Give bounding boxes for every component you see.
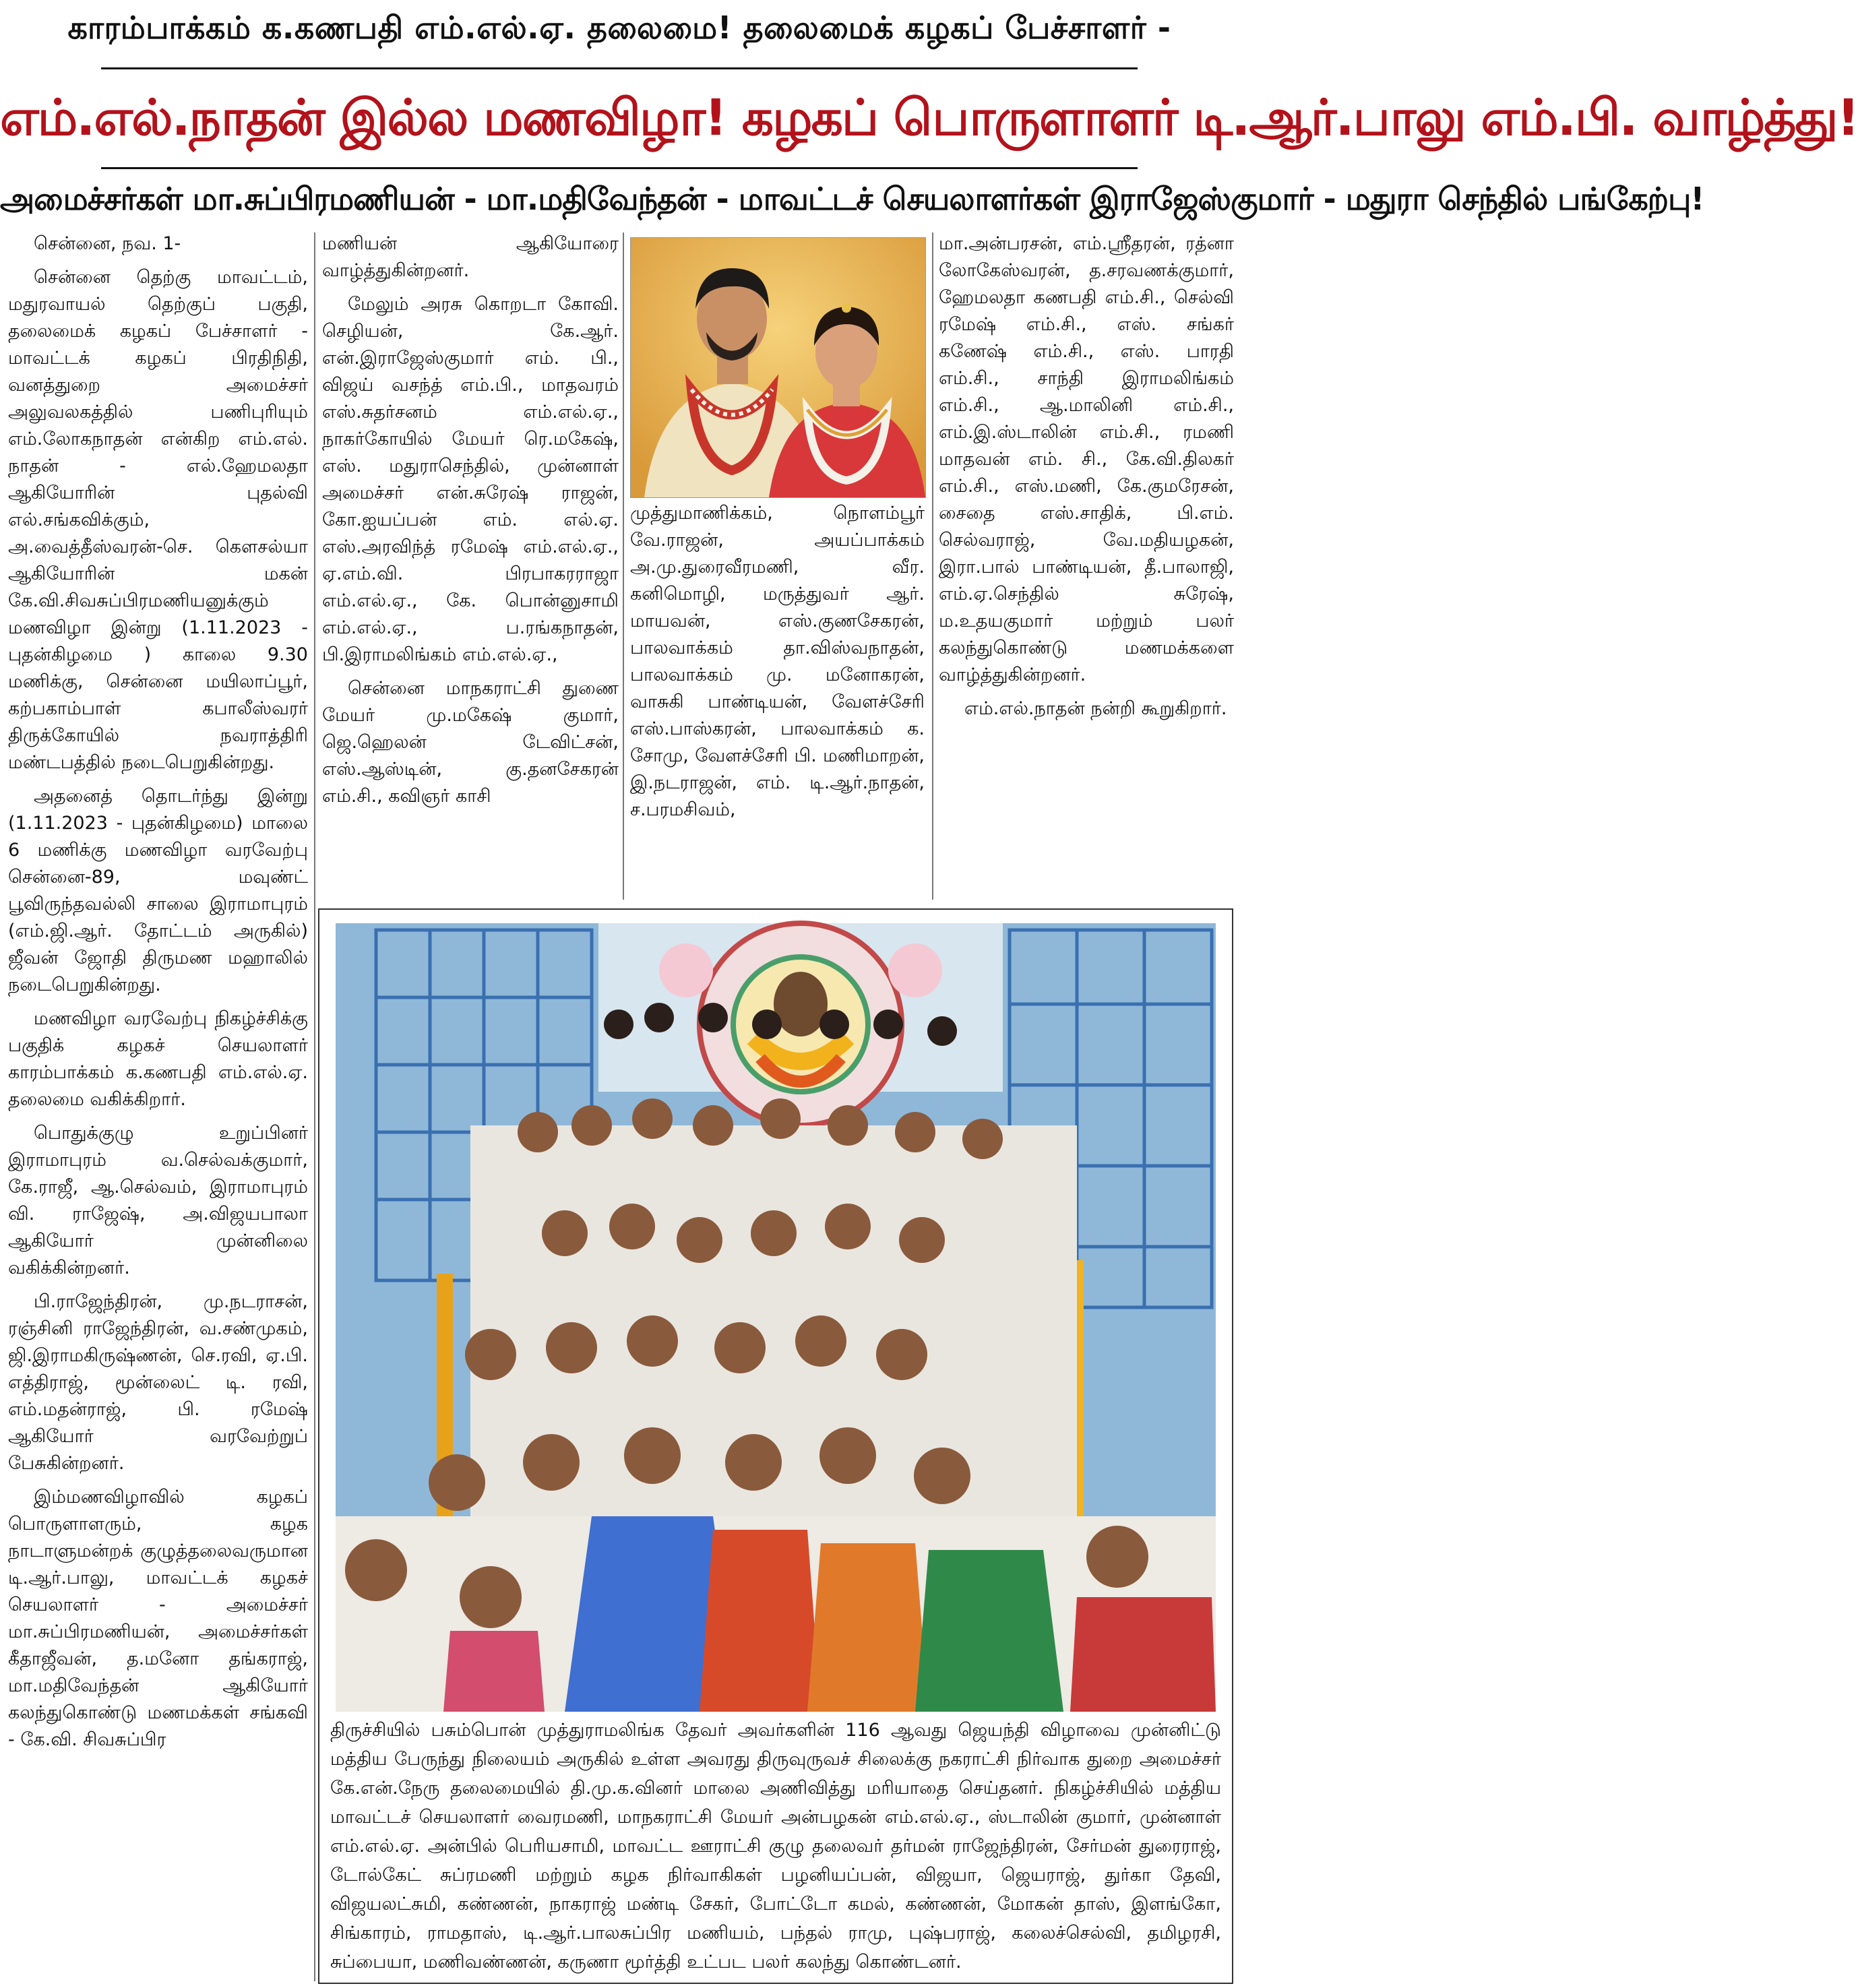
paragraph: சென்னை மாநகராட்சி துணை மேயர் மு.மகேஷ் குமார், ஜெ.ஹெலன் டேவிட்சன், எஸ்.ஆஸ்டின், கு.தனசேகரன் எம்.சி., கவிஞர் காசி	[322, 678, 619, 807]
paragraph: மணியன் ஆகியோரை வாழ்த்துகின்றனர்.	[322, 233, 619, 281]
paragraph: பி.ராஜேந்திரன், மு.நடராசன், ரஞ்சினி ராஜேந்திரன், வ.சண்முகம், ஜி.இராமகிருஷ்ணன், செ.ரவி, ஏ.பி. எத்திராஜ், மூன்லைட் டி. ரவி, எம்.மதன்ராஜ், பி. ரமேஷ் ஆகியோர் வரவேற்றுப் பேசுகின்றனர்.	[8, 1291, 308, 1474]
rule-top	[101, 67, 1138, 69]
kicker-line: காரம்பாக்கம் க.கணபதி எம்.எல்.ஏ. தலைமை! தலைமைக் கழகப் பேச்சாளர் -	[67, 9, 1171, 46]
article-column-1	[8, 230, 308, 1760]
article-column-2	[322, 230, 619, 817]
paragraph: சென்னை தெற்கு மாவட்டம், மதுரவாயல் தெற்குப் பகுதி, தலைமைக் கழகப் பேச்சாளர் - மாவட்டக் கழகப் பிரதிநிதி, வனத்துறை அமைச்சர் அலுவலகத்தில் பணிபுரியும் எம்.லோகநாதன் என்கிற எம்.எல். நாதன் - எல்.ஹேமலதா ஆகியோரின் புதல்வி எல்.சங்கவிக்கும், அ.வைத்தீஸ்வரன்-செ. கௌசல்யா ஆகியோரின் மகன் கே.வி.சிவசுப்பிரமணியனுக்கும் மணவிழா இன்று (1.11.2023 - புதன்கிழமை ) காலை 9.30 மணிக்கு, சென்னை மயிலாப்பூர், கற்பகாம்பாள் கபாலீஸ்வரர் திருக்கோயில் நவராத்திரி மண்டபத்தில் நடைபெறுகின்றது.	[8, 267, 308, 773]
paragraph: பொதுக்குழு உறுப்பினர் இராமாபுரம் வ.செல்வக்குமார், கே.ராஜீ, ஆ.செல்வம், இராமாபுரம் வி. ராஜேஷ், அ.விஜயபாலா ஆகியோர் முன்னிலை வகிக்கின்றனர்.	[8, 1123, 308, 1278]
paragraph: மணவிழா வரவேற்பு நிகழ்ச்சிக்கு பகுதிக் கழகச் செயலாளர் காரம்பாக்கம் க.கணபதி எம்.எல்.ஏ. தலைமை வகிக்கிறார்.	[8, 1008, 308, 1110]
column-divider	[623, 232, 624, 900]
thanks-line: எம்.எல்.நாதன் நன்றி கூறுகிறார்.	[964, 698, 1227, 719]
column-divider	[932, 232, 933, 900]
column-divider	[314, 232, 315, 1981]
subhead: அமைச்சர்கள் மா.சுப்பிரமணியன் - மா.மதிவேந்தன் - மாவட்டச் செயலாளர்கள் இராஜேஸ்குமார் - மதுரா செந்தில் பங்கேற்பு!	[0, 181, 1704, 217]
article-column-4	[939, 230, 1234, 729]
paragraph: இம்மணவிழாவில் கழகப் பொருளாளரும், கழக நாடாளுமன்றக் குழுத்தலைவருமான டி.ஆர்.பாலு, மாவட்டக் கழகச் செயலாளர் - அமைச்சர் மா.சுப்பிரமணியன், அமைச்சர்கள் கீதாஜீவன், த.மனோ தங்கராஜ், மா.மதிவேந்தன் ஆகியோர் கலந்துகொண்டு மணமக்கள் சங்கவி - கே.வி. சிவசுப்பிர	[8, 1487, 308, 1750]
paragraph: மேலும் அரசு கொறடா கோவி. செழியன், கே.ஆர். என்.இராஜேஸ்குமார் எம். பி., விஜய் வசந்த் எம்.பி., மாதவரம் எஸ்.சுதர்சனம் எம்.எல்.ஏ., நாகர்கோயில் மேயர் ரெ.மகேஷ், எஸ். மதுராசெந்தில், முன்னாள் அமைச்சர் என்.சுரேஷ் ராஜன், கோ.ஐயப்பன் எம். எல்.ஏ. எஸ்.அரவிந்த் ரமேஷ் எம்.எல்.ஏ., ஏ.எம்.வி. பிரபாகரராஜா எம்.எல்.ஏ., கே. பொன்னுசாமி எம்.எல்.ஏ., ப.ரங்கநாதன், பி.இராமலிங்கம் எம்.எல்.ஏ.,	[322, 294, 619, 665]
rule-mid	[101, 167, 1138, 169]
article-column-3	[630, 500, 925, 830]
headline: எம்.எல்.நாதன் இல்ல மணவிழா! கழகப் பொருளாளர் டி.ஆர்.பாலு எம்.பி. வாழ்த்து!	[0, 89, 1858, 147]
paragraph: முத்துமாணிக்கம், நொளம்பூர் வே.ராஜன், அயப்பாக்கம் அ.மு.துரைவீரமணி, வீர. கனிமொழி, மருத்துவர் ஆர். மாயவன், எஸ்.குணசேகரன், பாலவாக்கம் தா.விஸ்வநாதன், பாலவாக்கம் மு. மனோகரன், வாசுகி பாண்டியன், வேளச்சேரி எஸ்.பாஸ்கரன், பாலவாக்கம் க. சோமு, வேளச்சேரி பி. மணிமாறன், இ.நடராஜன், எம். டி.ஆர்.நாதன், ச.பரமசிவம்,	[630, 503, 925, 820]
paragraph: மா.அன்பரசன், எம்.ஸ்ரீதரன், ரத்னா லோகேஸ்வரன், த.சரவணக்குமார், ஹேமலதா கணபதி எம்.சி., செல்வி ரமேஷ் எம்.சி., எஸ். சங்கர் கணேஷ் எம்.சி., எஸ். பாரதி எம்.சி., சாந்தி இராமலிங்கம் எம்.சி., ஆ.மாலினி எம்.சி., எம்.இ.ஸ்டாலின் எம்.சி., ரமணி மாதவன் எம். சி., கே.வி.திலகர் எம்.சி., எஸ்.மணி, கே.குமரேசன், சைதை எஸ்.சாதிக், பி.எம். செல்வராஜ், வே.மதியழகன், இரா.பால் பாண்டியன், தீ.பாலாஜி, எம்.ஏ.செந்தில் சுரேஷ், ம.உதயகுமார் மற்றும் பலர் கலந்துகொண்டு மணமக்களை வாழ்த்துகின்றனர்.	[939, 233, 1234, 685]
group-photo-box	[318, 908, 1233, 1984]
paragraph: அதனைத் தொடர்ந்து இன்று (1.11.2023 - புதன்கிழமை) மாலை 6 மணிக்கு மணவிழா வரவேற்பு சென்னை-89, மவுண்ட் பூவிருந்தவல்லி சாலை இராமாபுரம் (எம்.ஜி.ஆர். தோட்டம் அருகில்) ஜீவன் ஜோதி திருமண மஹாலில் நடைபெறுகின்றது.	[8, 786, 308, 995]
couple-photo	[630, 237, 926, 498]
group-photo	[336, 923, 1216, 1712]
group-photo-image	[336, 923, 1216, 1712]
dateline: சென்னை, நவ. 1-	[34, 233, 181, 254]
photo-caption: திருச்சியில் பசும்பொன் முத்துராமலிங்க தேவர் அவர்களின் 116 ஆவது ஜெயந்தி விழாவை முன்னிட்டு மத்திய பேருந்து நிலையம் அருகில் உள்ள அவரது திருவுருவச் சிலைக்கு நகராட்சி நிர்வாக துறை அமைச்சர் கே.என்.நேரு தலைமையில் தி.மு.க.வினர் மாலை அணிவித்து மரியாதை செய்தனர். நிகழ்ச்சியில் மத்திய மாவட்டச் செயலாளர் வைரமணி, மாநகராட்சி மேயர் அன்பழகன் எம்.எல்.ஏ., ஸ்டாலின் குமார், முன்னாள் எம்.எல்.ஏ. அன்பில் பெரியசாமி, மாவட்ட ஊராட்சி குழு தலைவர் தர்மன் ராஜேந்திரன், சேர்மன் துரைராஜ், டோல்கேட் சுப்ரமணி மற்றும் கழக நிர்வாகிகள் பழனியப்பன், விஜயா, ஜெயராஜ், துர்கா தேவி, விஜயலட்சுமி, கண்ணன், நாகராஜ் மண்டி சேகர், போட்டோ கமல், கண்ணன், மோகன் தாஸ், இளங்கோ, சிங்காரம், ராமதாஸ், டி.ஆர்.பாலசுப்பிர மணியம், பந்தல் ராமு, புஷ்பராஜ், கலைச்செல்வி, தமிழரசி, சுப்பையா, மணிவண்ணன், கருணா மூர்த்தி உட்பட பலர் கலந்து கொண்டனர்.	[330, 1720, 1221, 1973]
couple-photo-image	[631, 238, 925, 497]
